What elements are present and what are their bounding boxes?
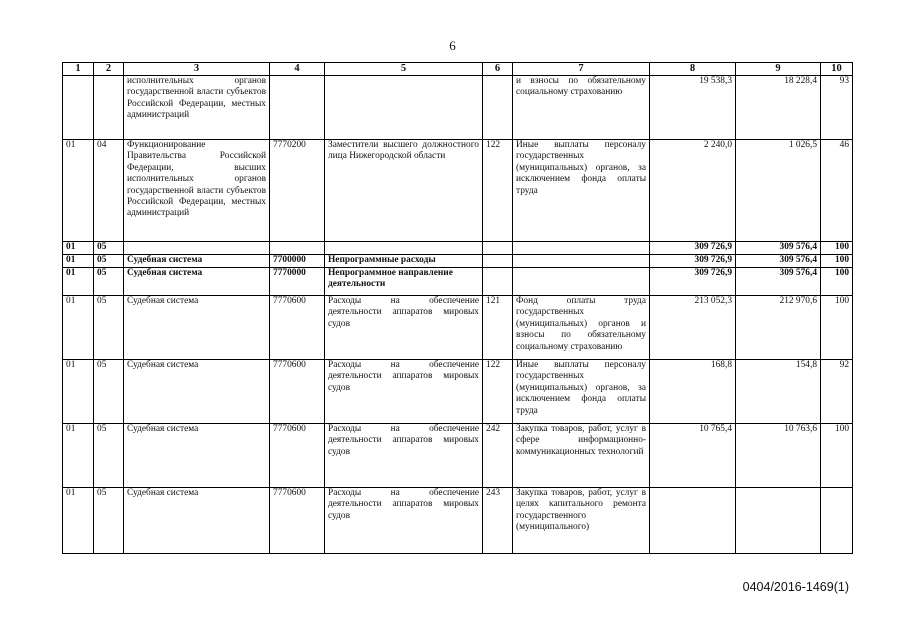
actual-amount: 10 763,6 bbox=[736, 424, 821, 488]
table-row bbox=[63, 268, 853, 296]
target-article-name: Непрограммное направление деятельности bbox=[325, 268, 483, 296]
planned-amount: 309 726,9 bbox=[650, 255, 736, 268]
section-code: 01 bbox=[63, 255, 94, 268]
expense-type-name bbox=[513, 268, 650, 296]
actual-amount: 309 576,4 bbox=[736, 255, 821, 268]
section-name: исполнительных органов государственной власти субъектов Российской Федерации, местных администраций bbox=[124, 76, 270, 140]
document-code: 0404/2016-1469(1) bbox=[742, 580, 849, 594]
expense-type-code bbox=[483, 76, 513, 140]
expense-type-name: Фонд оплаты труда государственных (муниципальных) органов и взносы по обязательному социальному страхованию bbox=[513, 296, 650, 360]
planned-amount: 309 726,9 bbox=[650, 242, 736, 255]
table-row bbox=[63, 140, 853, 242]
expense-type-code: 122 bbox=[483, 140, 513, 242]
execution-percent: 92 bbox=[821, 360, 853, 424]
planned-amount: 19 538,3 bbox=[650, 76, 736, 140]
column-header: 5 bbox=[325, 63, 483, 76]
expense-type-name: Иные выплаты персоналу государственных (муниципальных) органов, за исключением фонда оплаты труда bbox=[513, 360, 650, 424]
section-code: 01 bbox=[63, 242, 94, 255]
section-code: 01 bbox=[63, 296, 94, 360]
expense-type-name bbox=[513, 255, 650, 268]
section-name: Судебная система bbox=[124, 360, 270, 424]
section-name: Функционирование Правительства Российской Федерации, высших исполнительных органов государственной власти субъектов Российской Федерации, местных администраций bbox=[124, 140, 270, 242]
target-article-name: Расходы на обеспечение деятельности аппаратов мировых судов bbox=[325, 424, 483, 488]
column-header: 8 bbox=[650, 63, 736, 76]
subsection-code bbox=[94, 76, 124, 140]
target-article-code: 7770600 bbox=[270, 296, 325, 360]
subsection-code: 05 bbox=[94, 242, 124, 255]
planned-amount: 168,8 bbox=[650, 360, 736, 424]
column-header: 9 bbox=[736, 63, 821, 76]
column-header: 6 bbox=[483, 63, 513, 76]
section-code: 01 bbox=[63, 360, 94, 424]
column-header: 4 bbox=[270, 63, 325, 76]
expense-type-code bbox=[483, 268, 513, 296]
column-header: 10 bbox=[821, 63, 853, 76]
target-article-code: 7700000 bbox=[270, 255, 325, 268]
execution-percent: 100 bbox=[821, 424, 853, 488]
actual-amount: 154,8 bbox=[736, 360, 821, 424]
section-name: Судебная система bbox=[124, 296, 270, 360]
execution-percent: 100 bbox=[821, 242, 853, 255]
expense-type-name bbox=[513, 242, 650, 255]
table-row bbox=[63, 255, 853, 268]
subsection-code: 05 bbox=[94, 255, 124, 268]
target-article-code bbox=[270, 242, 325, 255]
section-code bbox=[63, 76, 94, 140]
section-name: Судебная система bbox=[124, 488, 270, 554]
target-article-name: Заместители высшего должностного лица Нижегородской области bbox=[325, 140, 483, 242]
column-header: 7 bbox=[513, 63, 650, 76]
expense-type-code bbox=[483, 242, 513, 255]
planned-amount: 10 765,4 bbox=[650, 424, 736, 488]
expense-type-code: 243 bbox=[483, 488, 513, 554]
table-row bbox=[63, 242, 853, 255]
execution-percent: 100 bbox=[821, 268, 853, 296]
actual-amount: 1 026,5 bbox=[736, 140, 821, 242]
actual-amount: 309 576,4 bbox=[736, 268, 821, 296]
table-header-row bbox=[63, 63, 853, 76]
target-article-code bbox=[270, 76, 325, 140]
subsection-code: 04 bbox=[94, 140, 124, 242]
subsection-code: 05 bbox=[94, 488, 124, 554]
expense-type-code bbox=[483, 255, 513, 268]
target-article-name bbox=[325, 76, 483, 140]
subsection-code: 05 bbox=[94, 424, 124, 488]
planned-amount: 2 240,0 bbox=[650, 140, 736, 242]
budget-table bbox=[62, 62, 853, 554]
section-code: 01 bbox=[63, 424, 94, 488]
planned-amount bbox=[650, 488, 736, 554]
section-code: 01 bbox=[63, 140, 94, 242]
execution-percent: 100 bbox=[821, 255, 853, 268]
expense-type-code: 121 bbox=[483, 296, 513, 360]
expense-type-name: Иные выплаты персоналу государственных (муниципальных) органов, за исключением фонда оплаты труда bbox=[513, 140, 650, 242]
target-article-name bbox=[325, 242, 483, 255]
section-name: Судебная система bbox=[124, 268, 270, 296]
target-article-code: 7770600 bbox=[270, 360, 325, 424]
execution-percent bbox=[821, 488, 853, 554]
expense-type-name: Закупка товаров, работ, услуг в целях капитального ремонта государственного (муниципального) bbox=[513, 488, 650, 554]
table-row bbox=[63, 76, 853, 140]
table-row bbox=[63, 360, 853, 424]
subsection-code: 05 bbox=[94, 296, 124, 360]
execution-percent: 100 bbox=[821, 296, 853, 360]
target-article-name: Расходы на обеспечение деятельности аппаратов мировых судов bbox=[325, 488, 483, 554]
expense-type-name: и взносы по обязательному социальному страхованию bbox=[513, 76, 650, 140]
actual-amount: 212 970,6 bbox=[736, 296, 821, 360]
expense-type-code: 242 bbox=[483, 424, 513, 488]
target-article-code: 7770000 bbox=[270, 268, 325, 296]
target-article-code: 7770200 bbox=[270, 140, 325, 242]
planned-amount: 213 052,3 bbox=[650, 296, 736, 360]
table-row bbox=[63, 424, 853, 488]
actual-amount: 18 228,4 bbox=[736, 76, 821, 140]
target-article-code: 7770600 bbox=[270, 424, 325, 488]
expense-type-name: Закупка товаров, работ, услуг в сфере информационно-коммуникационных технологий bbox=[513, 424, 650, 488]
table-row bbox=[63, 296, 853, 360]
section-name bbox=[124, 242, 270, 255]
subsection-code: 05 bbox=[94, 360, 124, 424]
section-name: Судебная система bbox=[124, 424, 270, 488]
target-article-name: Расходы на обеспечение деятельности аппаратов мировых судов bbox=[325, 360, 483, 424]
column-header: 1 bbox=[63, 63, 94, 76]
actual-amount: 309 576,4 bbox=[736, 242, 821, 255]
target-article-code: 7770600 bbox=[270, 488, 325, 554]
column-header: 2 bbox=[94, 63, 124, 76]
target-article-name: Непрограммные расходы bbox=[325, 255, 483, 268]
section-code: 01 bbox=[63, 488, 94, 554]
column-header: 3 bbox=[124, 63, 270, 76]
target-article-name: Расходы на обеспечение деятельности аппаратов мировых судов bbox=[325, 296, 483, 360]
section-code: 01 bbox=[63, 268, 94, 296]
page-number: 6 bbox=[449, 38, 456, 53]
table-row bbox=[63, 488, 853, 554]
actual-amount bbox=[736, 488, 821, 554]
section-name: Судебная система bbox=[124, 255, 270, 268]
execution-percent: 93 bbox=[821, 76, 853, 140]
subsection-code: 05 bbox=[94, 268, 124, 296]
execution-percent: 46 bbox=[821, 140, 853, 242]
expense-type-code: 122 bbox=[483, 360, 513, 424]
planned-amount: 309 726,9 bbox=[650, 268, 736, 296]
